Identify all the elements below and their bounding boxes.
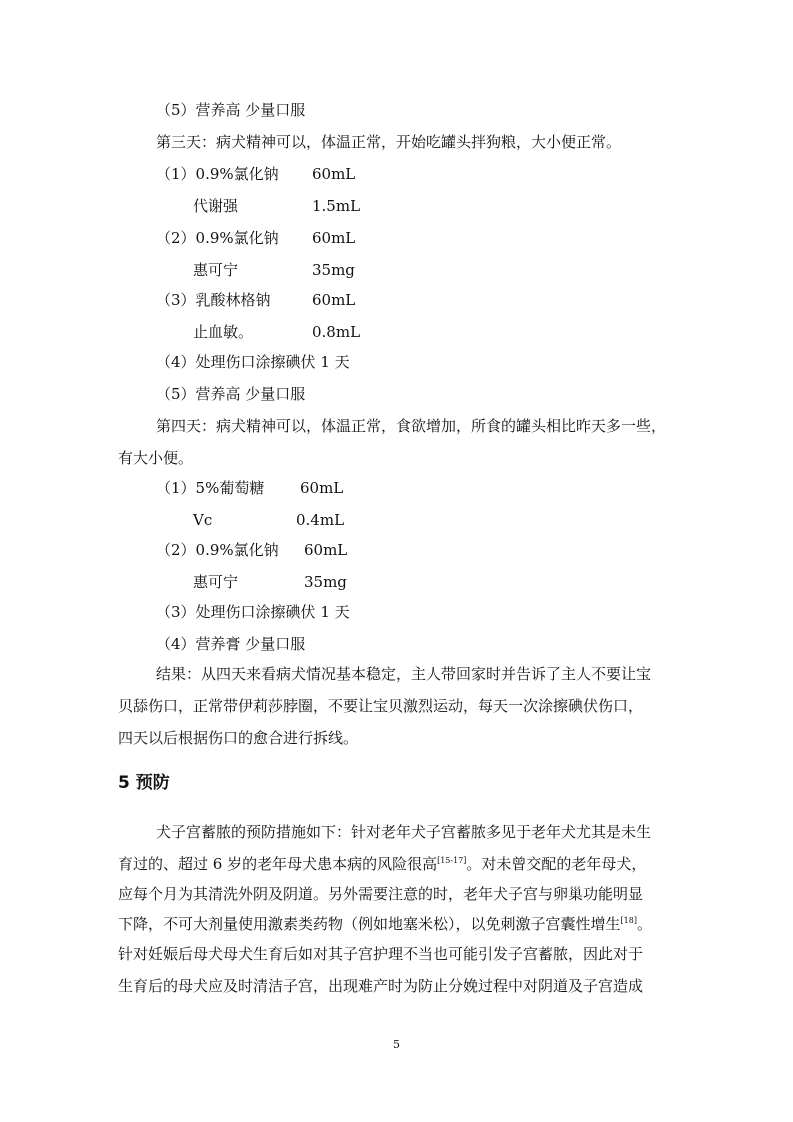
day3-item5: （5）营养高 少量口服: [156, 385, 306, 403]
day3-drug-1: （1）0.9%氯化钠: [156, 165, 279, 183]
result-line2: 贝舔伤口，正常带伊莉莎脖圈，不要让宝贝激烈运动，每天一次涂擦碘伏伤口，: [118, 697, 644, 715]
day4-drug-2: Vc: [193, 511, 213, 529]
day2-item5: （5）营养高 少量口服: [156, 101, 306, 119]
day4-item4: （4）营养膏 少量口服: [156, 635, 306, 653]
day3-amount-6: 0.8mL: [312, 323, 361, 341]
day3-drug-6: 止血敏。: [193, 323, 254, 341]
day3-item4: （4）处理伤口涂擦碘伏 1 天: [156, 353, 350, 371]
day4-drug-3: （2）0.9%氯化钠: [156, 541, 279, 559]
day4-intro-line2: 有大小便。: [118, 449, 194, 467]
para-line4-end: 。: [636, 915, 652, 933]
para-line4: [118, 914, 652, 934]
day3-amount-4: 35mg: [312, 261, 355, 279]
para-line3: 应每个月为其清洗外阴及阴道。另外需要注意的时，老年犬子宫与卵巢功能明显: [118, 885, 644, 903]
day3-amount-2: 1.5mL: [312, 197, 361, 215]
citation-18: [18]: [620, 916, 637, 925]
day3-amount-3: 60mL: [312, 229, 356, 247]
day3-amount-1: 60mL: [312, 165, 356, 183]
para-line4-text: 下降，不可大剂量使用激素类药物（例如地塞米松），以免刺激子宫囊性增生: [118, 915, 621, 933]
para-line1: 犬子宫蓄脓的预防措施如下：针对老年犬子宫蓄脓多见于老年犬尤其是未生: [156, 823, 652, 841]
para-line2-end: 。对未曾交配的老年母犬，: [466, 855, 647, 873]
result-line3: 四天以后根据伤口的愈合进行拆线。: [118, 729, 359, 747]
result-line1: 结果：从四天来看病犬情况基本稳定，主人带回家时并告诉了主人不要让宝: [156, 665, 652, 683]
day4-drug-4: 惠可宁: [193, 573, 239, 591]
section-heading: 5 预防: [118, 773, 170, 793]
day3-amount-5: 60mL: [312, 291, 356, 309]
page-number: 5: [393, 1038, 400, 1051]
day3-drug-2: 代谢强: [193, 197, 239, 215]
day4-drug-1: （1）5%葡萄糖: [156, 479, 265, 497]
para-line5: 针对妊娠后母犬母犬生育后如对其子宫护理不当也可能引发子宫蓄脓，因此对于: [118, 945, 644, 963]
para-line6: 生育后的母犬应及时清洁子宫，出现难产时为防止分娩过程中对阴道及子宫造成: [118, 977, 644, 995]
day4-amount-2: 0.4mL: [296, 511, 345, 529]
day4-item3: （3）处理伤口涂擦碘伏 1 天: [156, 603, 350, 621]
day4-intro-line1: 第四天：病犬精神可以，体温正常，食欲增加，所食的罐头相比昨天多一些，: [156, 417, 667, 435]
day4-amount-4: 35mg: [304, 573, 347, 591]
day3-intro: 第三天：病犬精神可以，体温正常，开始吃罐头拌狗粮，大小便正常。: [156, 133, 622, 151]
day4-amount-1: 60mL: [300, 479, 344, 497]
day4-amount-3: 60mL: [304, 541, 348, 559]
citation-15-17: [15-17]: [437, 856, 467, 865]
para-line2-text: 育过的、超过 6 岁的老年母犬患本病的风险很高: [118, 855, 438, 873]
para-line2: [118, 854, 646, 874]
day3-drug-5: （3）乳酸林格钠: [156, 291, 271, 309]
day3-drug-4: 惠可宁: [193, 261, 239, 279]
day3-drug-3: （2）0.9%氯化钠: [156, 229, 279, 247]
